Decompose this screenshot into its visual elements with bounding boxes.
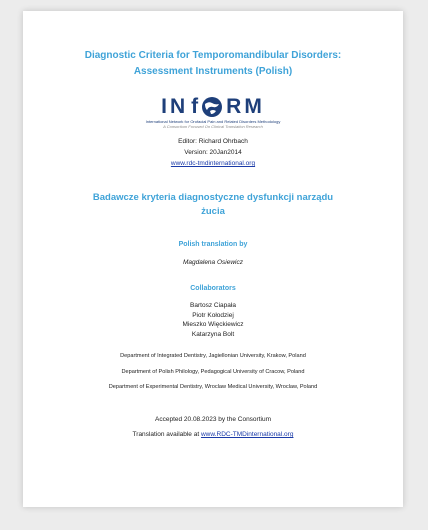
inform-logo	[23, 95, 403, 129]
editor-line: Editor: Richard Ohrbach	[178, 138, 248, 145]
collaborator-name: Katarzyna Bolt	[191, 330, 235, 338]
title-line-1: Diagnostic Criteria for Temporomandibular Disorders:	[84, 50, 342, 61]
version-line: Version: 20Jan2014	[184, 149, 242, 156]
document-title	[23, 48, 403, 80]
logo-text-left: IN	[161, 95, 189, 118]
collaborators-list	[23, 301, 403, 339]
department-line: Department of Experimental Dentistry, Wroclaw Medical University, Wroclaw, Poland	[108, 384, 318, 390]
collaborator-name: Piotr Kołodziej	[192, 311, 234, 319]
logo-text-mid: f	[191, 95, 199, 118]
accepted-line: Accepted 20.08.2023 by the Consortium	[155, 416, 271, 423]
logo-text-right: RM	[226, 95, 265, 118]
collaborator-name: Bartosz Ciapała	[190, 302, 236, 309]
translator-name: Magdalena Osiewicz	[183, 259, 243, 266]
department-line: Department of Integrated Dentistry, Jagiellonian University, Krakow, Poland	[120, 353, 306, 359]
collaborators-heading: Collaborators	[190, 285, 236, 292]
globe-icon	[201, 96, 223, 118]
title-line-2: Assessment Instruments (Polish)	[133, 66, 293, 77]
document-page	[23, 11, 403, 507]
translation-heading: Polish translation by	[178, 241, 248, 248]
collaborator-name: Mieszko Więckiewicz	[182, 321, 244, 328]
logo-tagline-2: A Consortium Focused On Clinical Translation Research	[163, 124, 263, 129]
logo-wordmark	[161, 95, 265, 119]
availability-prefix: Translation available at	[132, 431, 201, 438]
department-line: Department of Polish Philology, Pedagogical University of Cracow, Poland	[121, 369, 305, 375]
website-link[interactable]: www.rdc-tmdinternational.org	[170, 160, 256, 167]
polish-subtitle: Badawcze kryteria diagnostyczne dysfunkcji narządu żucia	[92, 192, 334, 217]
website-line	[23, 158, 403, 169]
availability-line	[23, 431, 403, 438]
availability-link[interactable]: www.RDC-TMDinternational.org	[200, 431, 294, 438]
logo-tagline-1: International Network for Orofacial Pain and Related Disorders Methodology	[145, 119, 281, 124]
